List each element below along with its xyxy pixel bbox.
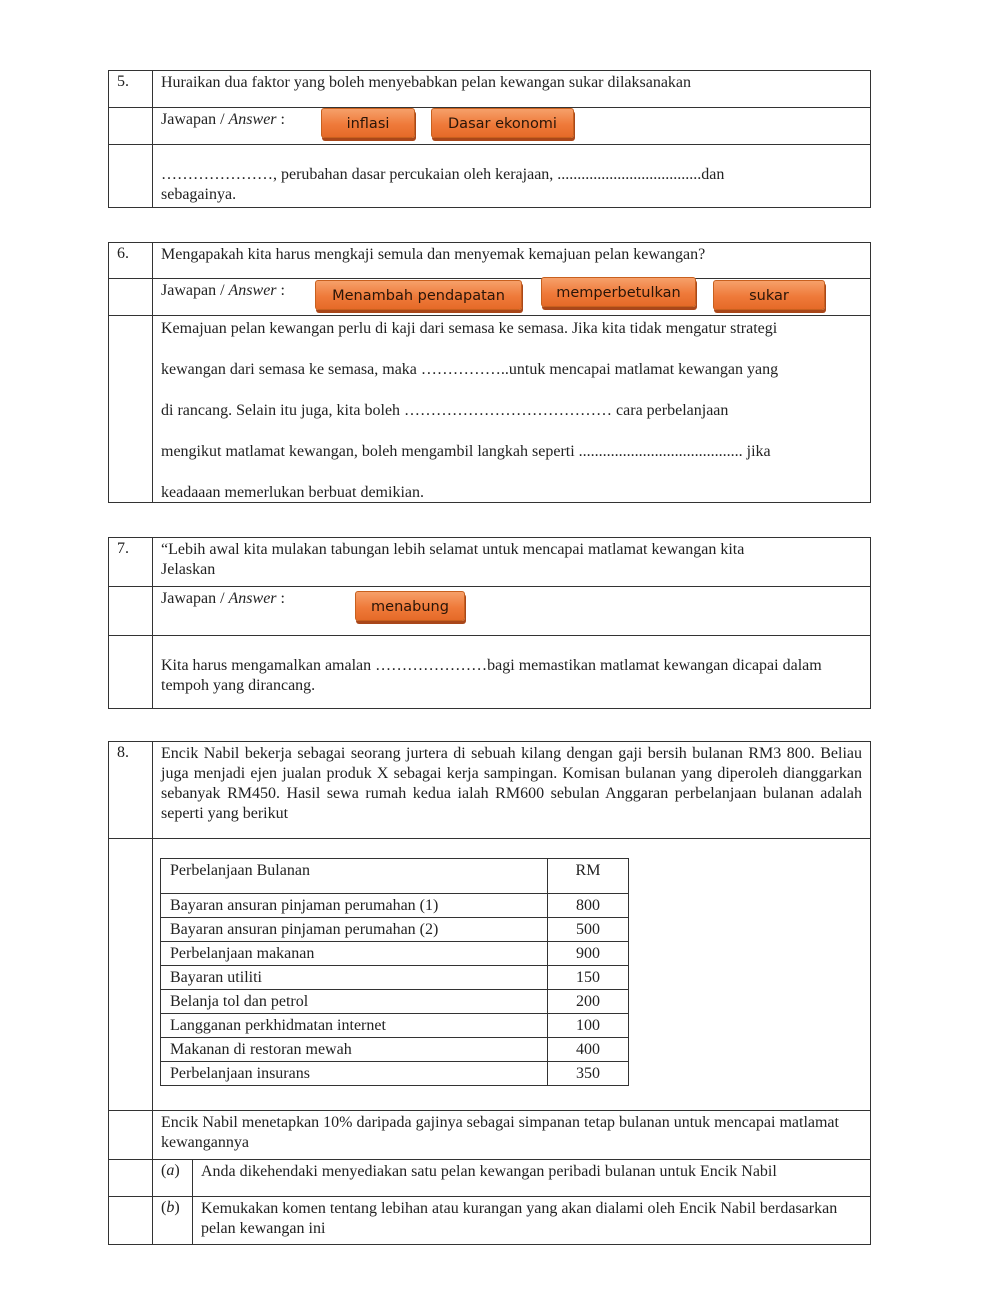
table-row: Bayaran utiliti 150 xyxy=(161,966,629,990)
question-text: Huraikan dua faktor yang boleh menyebabkan pelan kewangan sukar dilaksanakan xyxy=(161,74,692,91)
question-number: 6. xyxy=(109,243,153,278)
question-number: 7. xyxy=(109,538,153,586)
question-5 xyxy=(108,70,871,208)
part-label: (a) xyxy=(153,1160,193,1196)
part-label: (b) xyxy=(153,1197,193,1244)
question-number: 8. xyxy=(109,742,153,838)
answer-chip-dasar-ekonomi[interactable]: Dasar ekonomi xyxy=(431,108,574,138)
column-header: Perbelanjaan Bulanan xyxy=(161,859,548,894)
fill-in-text: …………………, perubahan dasar percukaian oleh kerajaan, ....................................dan sebagainya. xyxy=(161,166,725,203)
answer-label: Jawapan / Answer : xyxy=(161,590,285,607)
answer-chip-sukar[interactable]: sukar xyxy=(713,280,825,310)
answer-chip-memperbetulkan[interactable]: memperbetulkan xyxy=(541,277,696,307)
fill-in-text: Kita harus mengamalkan amalan …………………bagi memastikan matlamat kewangan dicapai dalam tempoh yang dirancang. xyxy=(161,657,822,694)
answer-label: Jawapan / Answer : xyxy=(161,111,285,128)
table-header xyxy=(161,859,629,894)
column-header: RM xyxy=(548,859,629,894)
table-row: Makanan di restoran mewah 400 xyxy=(161,1038,629,1062)
table-row: Bayaran ansuran pinjaman perumahan (2) 500 xyxy=(161,918,629,942)
savings-note: Encik Nabil menetapkan 10% daripada gajinya sebagai simpanan tetap bulanan untuk mencapai matlamat kewangannya xyxy=(161,1114,839,1151)
expenses-table xyxy=(160,858,629,1086)
fill-in-text: Kemajuan pelan kewangan perlu di kaji dari semasa ke semasa. Jika kita tidak mengatur strategi kewangan dari semasa ke semasa, maka ……………..untuk mencapai matlamat kewangan yang di rancang. Selain itu juga, kita boleh ………………………………… cara perbelanjaan mengikut matlamat kewangan, boleh mengambil langkah seperti ......................................... jika keadaaan memerlukan berbuat demikian. xyxy=(161,320,779,501)
question-text: Encik Nabil bekerja sebagai seorang jurtera di sebuah kilang dengan gaji bersih bulanan RM3 800. Beliau juga menjadi ejen jualan produk X sebagai kerja sampingan. Komisan bulanan yang diperoleh dianggarkan sebanyak RM450. Hasil sewa rumah kedua ialah RM600 sebulan Anggaran perbelanjaan bulanan adalah seperti yang berikut xyxy=(161,745,862,822)
answer-chip-inflasi[interactable]: inflasi xyxy=(321,108,415,138)
question-text: Mengapakah kita harus mengkaji semula dan menyemak kemajuan pelan kewangan? xyxy=(161,246,706,263)
question-text: “Lebih awal kita mulakan tabungan lebih selamat untuk mencapai matlamat kewangan kita Jelaskan xyxy=(161,541,745,578)
table-row: Langganan perkhidmatan internet 100 xyxy=(161,1014,629,1038)
answer-chip-menabung[interactable]: menabung xyxy=(355,591,465,621)
table-row: Perbelanjaan insurans 350 xyxy=(161,1062,629,1086)
question-number: 5. xyxy=(109,71,153,107)
table-row: Belanja tol dan petrol 200 xyxy=(161,990,629,1014)
question-7 xyxy=(108,537,871,709)
answer-chip-menambah-pendapatan[interactable]: Menambah pendapatan xyxy=(315,280,522,310)
table-row: Perbelanjaan makanan 900 xyxy=(161,942,629,966)
part-b-text: Kemukakan komen tentang lebihan atau kurangan yang akan dialami oleh Encik Nabil berdasarkan pelan kewangan ini xyxy=(201,1200,838,1237)
table-row: Bayaran ansuran pinjaman perumahan (1) 800 xyxy=(161,894,629,918)
answer-label: Jawapan / Answer : xyxy=(161,282,285,299)
part-a-text: Anda dikehendaki menyediakan satu pelan kewangan peribadi bulanan untuk Encik Nabil xyxy=(201,1163,777,1180)
